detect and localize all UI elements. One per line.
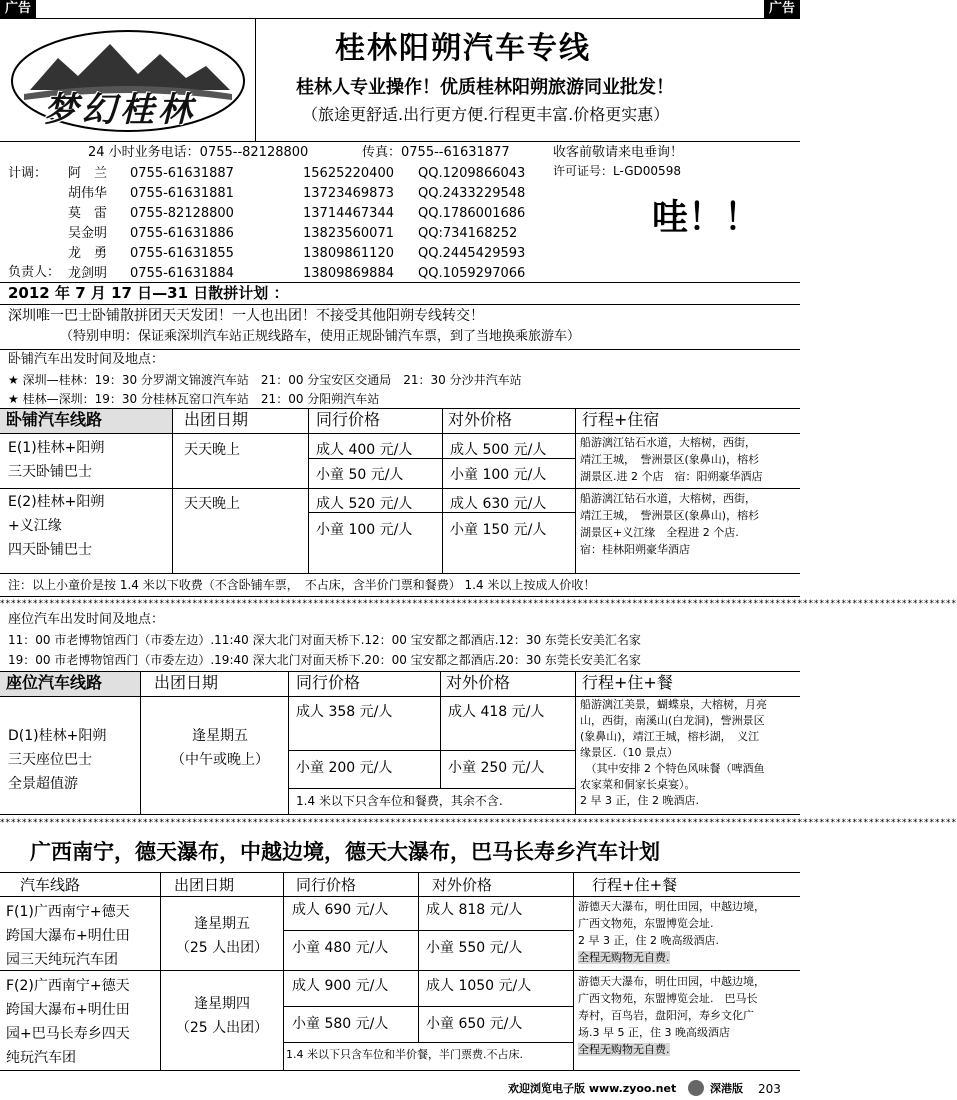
wow-text: 哇！！ bbox=[652, 197, 761, 238]
peer-child-price: 小童 580 元/人 bbox=[292, 1016, 389, 1032]
peer-child-price: 小童 480 元/人 bbox=[292, 940, 389, 956]
peer-child-price: 小童 200 元/人 bbox=[296, 760, 393, 776]
footer-logo-icon bbox=[688, 1080, 704, 1096]
fax: 传真：0755--61631877 bbox=[362, 145, 510, 160]
contact-name: 龙剑明 bbox=[68, 266, 108, 281]
sleeper-row-itinerary: 船游漓江钻石水道，大榕树，西街， 靖江王城， 訾洲景区(象鼻山)，榕杉 湖景区+义江缘 全程进 2 个店. 宿：桂林阳朔豪华酒店 bbox=[580, 492, 760, 556]
footer-edition: 深港版 bbox=[710, 1082, 743, 1095]
seat-departure-title: 座位汽车出发时间及地点： bbox=[8, 612, 165, 627]
public-child-price: 小童 150 元/人 bbox=[450, 522, 547, 538]
sleeper-departure-row2: ★ 桂林—深圳：19：30 分桂林瓦窑口汽车站 21：00 分阳朔汽车站 bbox=[8, 392, 380, 406]
sleeper-row-itinerary: 船游漓江钻石水道，大榕树，西街， 靖江王城， 訾洲景区(象鼻山)，榕杉 湖景区.进 2 个店 宿：阳朔豪华酒店 bbox=[580, 436, 763, 483]
guangxi-row-itinerary: 游德天大瀑布，明仕田园，中越边境， 广西文物苑，东盟博览会址. 巴马长 寿村，百鸟岩，盘阳河，寿乡文化广 场.3 早 5 正，住 3 晚高级酒店 全程无购物无自费. bbox=[578, 975, 765, 1056]
peer-adult-price: 成人 358 元/人 bbox=[296, 704, 393, 720]
guangxi-header-date: 出团日期 bbox=[174, 876, 235, 894]
contact-mobile: 13809869884 bbox=[303, 266, 394, 281]
contact-name: 莫 雷 bbox=[68, 206, 108, 221]
seat-header-itinerary: 行程+住+餐 bbox=[582, 673, 673, 692]
public-adult-price: 成人 418 元/人 bbox=[448, 704, 545, 720]
visit-note: 收客前敬请来电垂询！ bbox=[553, 145, 684, 160]
seat-departure-row1: 11：00 市老博物馆西门（市委左边）.11:40 深大北门对面天桥下.12：00 宝安都之都酒店.12：30 东莞长安美汇名家 bbox=[8, 633, 641, 647]
peer-adult-price: 成人 690 元/人 bbox=[292, 902, 389, 918]
license: 许可证号：L-GD00598 bbox=[553, 164, 681, 178]
page-title: 桂林阳朔汽车专线 bbox=[335, 31, 591, 66]
plan-title: 2012 年 7 月 17 日—31 日散拼计划 ： bbox=[8, 284, 289, 302]
guangxi-header-route: 汽车线路 bbox=[20, 876, 81, 894]
peer-adult-price: 成人 520 元/人 bbox=[316, 496, 413, 512]
contact-tel: 0755-61631887 bbox=[130, 166, 234, 181]
seat-child-note: 1.4 米以下只含车位和餐费，其余不含. bbox=[296, 794, 503, 808]
sleeper-header-date: 出团日期 bbox=[184, 410, 249, 429]
contact-name: 胡伟华 bbox=[68, 186, 108, 201]
page-number: 203 bbox=[758, 1082, 781, 1096]
contact-tel: 0755-61631855 bbox=[130, 246, 234, 261]
public-adult-price: 成人 630 元/人 bbox=[450, 496, 547, 512]
guangxi-child-note: 1.4 米以下只含车位和半价餐，半门票费.不占床. bbox=[286, 1048, 523, 1061]
sleeper-row-route: E(1)桂林+阳朔 三天卧铺巴士 bbox=[8, 440, 105, 480]
ad-badge-right: 广告 bbox=[764, 0, 800, 18]
sleeper-note: 注：以上小童价是按 1.4 米以下收费（不含卧铺车票， 不占床，含半价门票和餐费） 1.4 米以上按成人价收！ bbox=[8, 578, 596, 592]
seat-header-date: 出团日期 bbox=[154, 673, 219, 692]
subslogan: （旅途更舒适.出行更方便.行程更丰富.价格更实惠） bbox=[302, 105, 670, 124]
contact-qq: QQ:734168252 bbox=[418, 226, 518, 241]
divider-stars: ****************************************************************************************************************************************************************************** bbox=[0, 818, 957, 828]
contact-name: 龙 勇 bbox=[68, 246, 108, 261]
contact-tel: 0755-82128800 bbox=[130, 206, 234, 221]
guangxi-title: 广西南宁，德天瀑布，中越边境，德天大瀑布，巴马长寿乡汽车计划 bbox=[30, 840, 660, 864]
footer-text: 欢迎浏览电子版 www.zyoo.net bbox=[508, 1082, 677, 1095]
contact-qq: QQ.1209866043 bbox=[418, 166, 526, 181]
contact-mobile: 15625220400 bbox=[303, 166, 394, 181]
public-child-price: 小童 550 元/人 bbox=[426, 940, 523, 956]
sleeper-row-date: 天天晚上 bbox=[184, 442, 240, 458]
sleeper-row-date: 天天晚上 bbox=[184, 496, 240, 512]
planner-label: 计调： bbox=[8, 166, 48, 181]
no-shopping-highlight: 全程无购物无自费. bbox=[578, 1043, 670, 1056]
contact-mobile: 13723469873 bbox=[303, 186, 394, 201]
public-adult-price: 成人 1050 元/人 bbox=[426, 978, 532, 994]
contact-name: 吴金明 bbox=[68, 226, 108, 241]
public-adult-price: 成人 818 元/人 bbox=[426, 902, 523, 918]
guangxi-row-route: F(2)广西南宁+德天 跨国大瀑布+明仕田 园+巴马长寿乡四天 纯玩汽车团 bbox=[6, 978, 130, 1066]
seat-header-peer: 同行价格 bbox=[296, 673, 361, 692]
plan-line2: （特别申明：保证乘深圳汽车站正规线路车，使用正规卧铺汽车票，到了当地换乘旅游车） bbox=[60, 329, 581, 344]
seat-header-route: 座位汽车线路 bbox=[6, 673, 103, 692]
peer-child-price: 小童 100 元/人 bbox=[316, 522, 413, 538]
peer-child-price: 小童 50 元/人 bbox=[316, 467, 404, 483]
seat-row-date: 逢星期五 （中午或晚上） bbox=[171, 728, 269, 768]
contact-qq: QQ.1786001686 bbox=[418, 206, 526, 221]
sleeper-departure-title: 卧铺汽车出发时间及地点： bbox=[8, 352, 165, 367]
contact-mobile: 13823560071 bbox=[303, 226, 394, 241]
contact-tel: 0755-61631881 bbox=[130, 186, 234, 201]
no-shopping-highlight: 全程无购物无自费. bbox=[578, 951, 670, 964]
guangxi-row-itinerary: 游德天大瀑布，明仕田园，中越边境， 广西文物苑，东盟博览会址. 2 早 3 正，住 2 晚高级酒店. 全程无购物无自费. bbox=[578, 900, 765, 964]
public-adult-price: 成人 500 元/人 bbox=[450, 442, 547, 458]
sleeper-header-route: 卧铺汽车线路 bbox=[6, 410, 103, 429]
public-child-price: 小童 650 元/人 bbox=[426, 1016, 523, 1032]
contact-qq: QQ.1059297066 bbox=[418, 266, 526, 281]
sleeper-header-public: 对外价格 bbox=[448, 410, 513, 429]
sleeper-row-route: E(2)桂林+阳朔 +义江缘 四天卧铺巴士 bbox=[8, 494, 105, 558]
logo-text: 梦幻桂林 bbox=[44, 90, 196, 130]
guangxi-header-peer: 同行价格 bbox=[296, 876, 357, 894]
sleeper-departure-row1: ★ 深圳—桂林：19：30 分罗湖文锦渡汽车站 21：00 分宝安区交通局 21：30 分沙井汽车站 bbox=[8, 373, 522, 387]
manager-label: 负责人： bbox=[8, 265, 61, 280]
peer-adult-price: 成人 900 元/人 bbox=[292, 978, 389, 994]
seat-header-public: 对外价格 bbox=[446, 673, 511, 692]
public-child-price: 小童 250 元/人 bbox=[448, 760, 545, 776]
contact-tel: 0755-61631884 bbox=[130, 266, 234, 281]
seat-row-route: D(1)桂林+阳朔 三天座位巴士 全景超值游 bbox=[8, 728, 107, 792]
divider-stars: ****************************************************************************************************************************************************************************** bbox=[0, 599, 957, 609]
hotline: 24 小时业务电话：0755--82128800 bbox=[88, 145, 309, 160]
contact-qq: QQ.2433229548 bbox=[418, 186, 526, 201]
guangxi-header-public: 对外价格 bbox=[432, 876, 493, 894]
contact-name: 阿 兰 bbox=[68, 166, 108, 181]
sleeper-header-peer: 同行价格 bbox=[316, 410, 381, 429]
logo bbox=[10, 28, 246, 134]
sleeper-header-itinerary: 行程+住宿 bbox=[582, 410, 660, 429]
guangxi-header-itinerary: 行程+住+餐 bbox=[592, 876, 678, 894]
seat-departure-row2: 19：00 市老博物馆西门（市委左边）.19:40 深大北门对面天桥下.20：00 宝安都之都酒店.20：30 东莞长安美汇名家 bbox=[8, 653, 641, 667]
contact-tel: 0755-61631886 bbox=[130, 226, 234, 241]
plan-line1: 深圳唯一巴士卧铺散拼团天天发团！一人也出团！不接受其他阳朔专线转交！ bbox=[8, 308, 484, 324]
peer-adult-price: 成人 400 元/人 bbox=[316, 442, 413, 458]
contact-qq: QQ.2445429593 bbox=[418, 246, 526, 261]
seat-row-itinerary: 船游漓江美景，蝴蝶泉，大榕树，月亮 山，西街，南溪山(白龙洞)，訾洲景区 (象鼻山)，靖江王城，榕杉湖， 义江 缘景区.（10 景点） （其中安排 2 个特色风味餐（啤酒鱼 农家菜和侗家长桌宴）。 2 早 3 正，住 2 晚酒店. bbox=[580, 698, 767, 807]
ad-badge-left: 广告 bbox=[0, 0, 36, 18]
guangxi-row-date: 逢星期五 （25 人出团） bbox=[175, 916, 269, 956]
contact-mobile: 13714467344 bbox=[303, 206, 394, 221]
slogan: 桂林人专业操作！优质桂林阳朔旅游同业批发！ bbox=[296, 77, 674, 98]
guangxi-row-date: 逢星期四 （25 人出团） bbox=[175, 996, 269, 1036]
contact-mobile: 13809861120 bbox=[303, 246, 394, 261]
guangxi-row-route: F(1)广西南宁+德天 跨国大瀑布+明仕田 园三天纯玩汽车团 bbox=[6, 904, 130, 968]
public-child-price: 小童 100 元/人 bbox=[450, 467, 547, 483]
